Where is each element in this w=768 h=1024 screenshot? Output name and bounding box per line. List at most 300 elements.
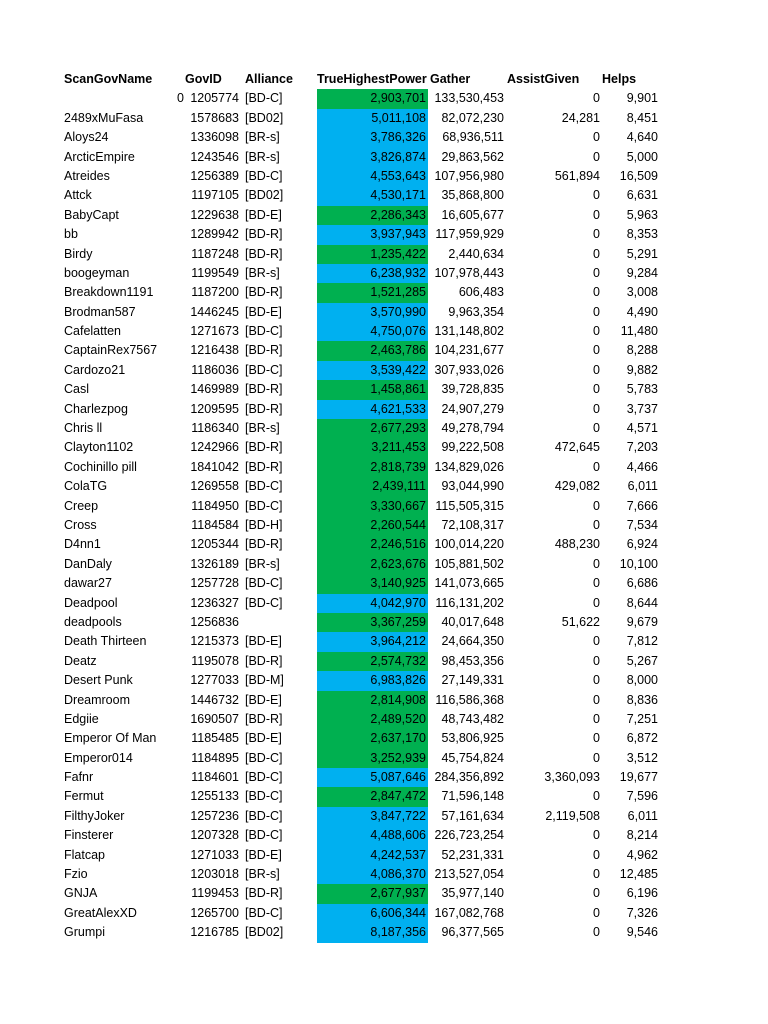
- cell-scangovname[interactable]: Creep: [64, 498, 99, 513]
- cell-gather[interactable]: 98,453,356: [441, 653, 504, 668]
- cell-gather[interactable]: 99,222,508: [441, 440, 504, 455]
- cell-scangovname[interactable]: deadpools: [64, 614, 122, 629]
- cell-alliance[interactable]: [BD02]: [245, 110, 284, 125]
- cell-alliance[interactable]: [BR-s]: [245, 265, 280, 280]
- cell-gather[interactable]: 35,977,140: [441, 886, 504, 901]
- cell-truehighestpower[interactable]: 3,140,925: [317, 574, 428, 593]
- cell-alliance[interactable]: [BR-s]: [245, 149, 280, 164]
- cell-helps[interactable]: 4,962: [626, 847, 658, 862]
- cell-truehighestpower[interactable]: 2,677,937: [317, 884, 428, 903]
- cell-truehighestpower[interactable]: 1,458,861: [317, 380, 428, 399]
- cell-govid[interactable]: 1469989: [190, 382, 239, 397]
- cell-scangovname[interactable]: GNJA: [64, 886, 98, 901]
- cell-alliance[interactable]: [BR-s]: [245, 130, 280, 145]
- cell-truehighestpower[interactable]: 3,367,259: [317, 613, 428, 632]
- header-govid[interactable]: GovID: [185, 72, 222, 86]
- cell-alliance[interactable]: [BD-H]: [245, 517, 283, 532]
- cell-alliance[interactable]: [BD-R]: [245, 537, 283, 552]
- cell-govid[interactable]: 1205774: [190, 91, 239, 106]
- cell-assistgiven[interactable]: 0: [593, 517, 600, 532]
- cell-scangovname[interactable]: Aloys24: [64, 130, 109, 145]
- cell-scangovname[interactable]: dawar27: [64, 576, 112, 591]
- cell-helps[interactable]: 4,571: [626, 421, 658, 436]
- cell-alliance[interactable]: [BD-E]: [245, 847, 282, 862]
- cell-scangovname[interactable]: boogeyman: [64, 265, 130, 280]
- cell-truehighestpower[interactable]: 2,574,732: [317, 652, 428, 671]
- cell-assistgiven[interactable]: 0: [593, 595, 600, 610]
- cell-gather[interactable]: 167,082,768: [434, 905, 504, 920]
- cell-assistgiven[interactable]: 0: [593, 421, 600, 436]
- cell-gather[interactable]: 115,505,315: [435, 498, 504, 513]
- cell-assistgiven[interactable]: 3,360,093: [544, 770, 600, 785]
- cell-truehighestpower[interactable]: 3,211,453: [317, 438, 428, 457]
- cell-govid[interactable]: 1277033: [190, 673, 239, 688]
- cell-helps[interactable]: 9,901: [626, 91, 658, 106]
- cell-scangovname[interactable]: Cafelatten: [64, 324, 121, 339]
- cell-truehighestpower[interactable]: 2,439,111: [317, 477, 428, 496]
- cell-gather[interactable]: 9,963,354: [448, 304, 504, 319]
- cell-truehighestpower[interactable]: 4,086,370: [317, 865, 428, 884]
- cell-assistgiven[interactable]: 0: [593, 207, 600, 222]
- cell-truehighestpower[interactable]: 3,570,990: [317, 303, 428, 322]
- cell-truehighestpower[interactable]: 2,489,520: [317, 710, 428, 729]
- cell-alliance[interactable]: [BD-R]: [245, 227, 283, 242]
- cell-gather[interactable]: 16,605,677: [441, 207, 504, 222]
- cell-govid[interactable]: 1229638: [190, 207, 239, 222]
- cell-assistgiven[interactable]: 0: [593, 653, 600, 668]
- cell-govid[interactable]: 1184601: [191, 770, 239, 785]
- cell-govid[interactable]: 1690507: [190, 711, 239, 726]
- cell-alliance[interactable]: [BD-E]: [245, 304, 282, 319]
- cell-assistgiven[interactable]: 0: [593, 382, 600, 397]
- cell-gather[interactable]: 27,149,331: [441, 673, 504, 688]
- cell-assistgiven[interactable]: 2,119,508: [545, 808, 600, 823]
- cell-govid[interactable]: 1187248: [191, 246, 239, 261]
- cell-scangovname[interactable]: CaptainRex7567: [64, 343, 158, 358]
- cell-alliance[interactable]: [BD-M]: [245, 673, 284, 688]
- cell-truehighestpower[interactable]: 4,242,537: [317, 846, 428, 865]
- cell-scangovname[interactable]: bb: [64, 227, 78, 242]
- cell-govid[interactable]: 1197105: [191, 188, 239, 203]
- cell-gather[interactable]: 24,907,279: [441, 401, 504, 416]
- cell-truehighestpower[interactable]: 4,488,606: [317, 826, 428, 845]
- cell-index[interactable]: 0: [177, 91, 184, 106]
- cell-helps[interactable]: 3,008: [626, 285, 658, 300]
- cell-truehighestpower[interactable]: 2,623,676: [317, 555, 428, 574]
- cell-truehighestpower[interactable]: 8,187,356: [317, 923, 428, 942]
- cell-scangovname[interactable]: ArcticEmpire: [64, 149, 135, 164]
- cell-gather[interactable]: 213,527,054: [434, 867, 504, 882]
- cell-govid[interactable]: 1207328: [190, 828, 239, 843]
- cell-gather[interactable]: 93,044,990: [441, 479, 504, 494]
- cell-helps[interactable]: 6,924: [626, 537, 658, 552]
- cell-scangovname[interactable]: Desert Punk: [64, 673, 133, 688]
- cell-assistgiven[interactable]: 0: [593, 556, 600, 571]
- cell-assistgiven[interactable]: 0: [593, 731, 600, 746]
- cell-scangovname[interactable]: Clayton1102: [64, 440, 134, 455]
- cell-alliance[interactable]: [245, 613, 315, 632]
- cell-alliance[interactable]: [BD-R]: [245, 886, 283, 901]
- cell-truehighestpower[interactable]: 2,677,293: [317, 419, 428, 438]
- cell-truehighestpower[interactable]: 2,818,739: [317, 458, 428, 477]
- cell-scangovname[interactable]: DanDaly: [64, 556, 112, 571]
- cell-gather[interactable]: 107,956,980: [434, 168, 504, 183]
- cell-scangovname[interactable]: Emperor Of Man: [64, 731, 157, 746]
- cell-alliance[interactable]: [BD-C]: [245, 750, 283, 765]
- cell-alliance[interactable]: [BD-C]: [245, 168, 283, 183]
- cell-assistgiven[interactable]: 0: [593, 847, 600, 862]
- cell-helps[interactable]: 19,677: [619, 770, 658, 785]
- cell-alliance[interactable]: [BD-R]: [245, 440, 283, 455]
- cell-helps[interactable]: 6,686: [626, 576, 658, 591]
- cell-truehighestpower[interactable]: 2,286,343: [317, 206, 428, 225]
- cell-gather[interactable]: 49,278,794: [441, 421, 504, 436]
- header-scangovname[interactable]: ScanGovName: [64, 72, 153, 86]
- cell-assistgiven[interactable]: 0: [593, 828, 600, 843]
- cell-helps[interactable]: 8,000: [626, 673, 658, 688]
- cell-assistgiven[interactable]: 0: [593, 265, 600, 280]
- cell-gather[interactable]: 116,131,202: [435, 595, 504, 610]
- cell-helps[interactable]: 6,196: [626, 886, 658, 901]
- cell-gather[interactable]: 35,868,800: [441, 188, 504, 203]
- cell-helps[interactable]: 8,836: [626, 692, 658, 707]
- cell-helps[interactable]: 6,011: [627, 479, 658, 494]
- cell-truehighestpower[interactable]: 3,330,667: [317, 497, 428, 516]
- cell-truehighestpower[interactable]: 4,750,076: [317, 322, 428, 341]
- cell-govid[interactable]: 1265700: [190, 905, 239, 920]
- cell-truehighestpower[interactable]: 2,847,472: [317, 787, 428, 806]
- cell-gather[interactable]: 45,754,824: [441, 750, 504, 765]
- cell-alliance[interactable]: [BD-C]: [245, 362, 283, 377]
- cell-assistgiven[interactable]: 0: [593, 246, 600, 261]
- cell-scangovname[interactable]: Cardozo21: [64, 362, 126, 377]
- cell-scangovname[interactable]: [64, 89, 182, 108]
- cell-govid[interactable]: 1199549: [191, 265, 239, 280]
- cell-helps[interactable]: 6,631: [626, 188, 658, 203]
- cell-govid[interactable]: 1205344: [190, 537, 239, 552]
- cell-scangovname[interactable]: Deatz: [64, 653, 97, 668]
- cell-truehighestpower[interactable]: 6,983,826: [317, 671, 428, 690]
- cell-scangovname[interactable]: Atreides: [64, 168, 110, 183]
- cell-govid[interactable]: 1289942: [190, 227, 239, 242]
- cell-gather[interactable]: 131,148,802: [434, 324, 504, 339]
- cell-alliance[interactable]: [BD-R]: [245, 459, 283, 474]
- cell-truehighestpower[interactable]: 6,606,344: [317, 904, 428, 923]
- cell-helps[interactable]: 5,000: [626, 149, 658, 164]
- cell-assistgiven[interactable]: 0: [593, 91, 600, 106]
- cell-truehighestpower[interactable]: 2,903,701: [317, 89, 428, 108]
- cell-gather[interactable]: 68,936,511: [442, 130, 504, 145]
- cell-helps[interactable]: 6,011: [627, 808, 658, 823]
- cell-govid[interactable]: 1326189: [190, 556, 239, 571]
- cell-truehighestpower[interactable]: 4,042,970: [317, 594, 428, 613]
- cell-govid[interactable]: 1184895: [191, 750, 239, 765]
- header-gather[interactable]: Gather: [430, 72, 471, 86]
- cell-govid[interactable]: 1184950: [191, 498, 239, 513]
- cell-truehighestpower[interactable]: 3,252,939: [317, 749, 428, 768]
- cell-helps[interactable]: 9,546: [626, 925, 658, 940]
- cell-truehighestpower[interactable]: 2,463,786: [317, 341, 428, 360]
- cell-gather[interactable]: 141,073,665: [434, 576, 504, 591]
- cell-assistgiven[interactable]: 0: [593, 886, 600, 901]
- cell-helps[interactable]: 7,812: [626, 634, 658, 649]
- cell-scangovname[interactable]: Chris ll: [64, 421, 103, 436]
- header-assistgiven[interactable]: AssistGiven: [507, 72, 580, 86]
- cell-assistgiven[interactable]: 0: [593, 459, 600, 474]
- cell-govid[interactable]: 1215373: [190, 634, 239, 649]
- cell-helps[interactable]: 4,640: [626, 130, 658, 145]
- cell-assistgiven[interactable]: 0: [593, 867, 600, 882]
- cell-gather[interactable]: 48,743,482: [441, 711, 504, 726]
- cell-alliance[interactable]: [BD-C]: [245, 324, 283, 339]
- cell-alliance[interactable]: [BD-C]: [245, 498, 283, 513]
- cell-gather[interactable]: 29,863,562: [441, 149, 504, 164]
- cell-truehighestpower[interactable]: 5,087,646: [317, 768, 428, 787]
- cell-assistgiven[interactable]: 0: [593, 227, 600, 242]
- cell-truehighestpower[interactable]: 4,553,643: [317, 167, 428, 186]
- cell-truehighestpower[interactable]: 4,621,533: [317, 400, 428, 419]
- cell-truehighestpower[interactable]: 2,246,516: [317, 535, 428, 554]
- header-alliance[interactable]: Alliance: [245, 72, 293, 86]
- cell-helps[interactable]: 3,737: [626, 401, 658, 416]
- cell-gather[interactable]: 39,728,835: [441, 382, 504, 397]
- cell-gather[interactable]: 116,586,368: [435, 692, 504, 707]
- cell-helps[interactable]: 7,326: [626, 905, 658, 920]
- cell-govid[interactable]: 1195078: [191, 653, 239, 668]
- cell-govid[interactable]: 1242966: [190, 440, 239, 455]
- cell-gather[interactable]: 53,806,925: [441, 731, 504, 746]
- cell-govid[interactable]: 1185485: [191, 731, 239, 746]
- cell-gather[interactable]: 40,017,648: [441, 614, 504, 629]
- cell-helps[interactable]: 5,963: [626, 207, 658, 222]
- cell-scangovname[interactable]: BabyCapt: [64, 207, 119, 222]
- cell-govid[interactable]: 1257236: [190, 808, 239, 823]
- cell-assistgiven[interactable]: 51,622: [561, 614, 600, 629]
- cell-scangovname[interactable]: ColaTG: [64, 479, 108, 494]
- cell-govid[interactable]: 1271673: [190, 324, 239, 339]
- cell-helps[interactable]: 16,509: [619, 168, 658, 183]
- cell-scangovname[interactable]: Fermut: [64, 789, 104, 804]
- cell-helps[interactable]: 9,679: [626, 614, 658, 629]
- cell-helps[interactable]: 7,203: [626, 440, 658, 455]
- header-helps[interactable]: Helps: [602, 72, 637, 86]
- cell-alliance[interactable]: [BR-s]: [245, 867, 280, 882]
- cell-helps[interactable]: 5,783: [626, 382, 658, 397]
- cell-scangovname[interactable]: Edgiie: [64, 711, 99, 726]
- cell-assistgiven[interactable]: 0: [593, 673, 600, 688]
- cell-assistgiven[interactable]: 0: [593, 362, 600, 377]
- cell-helps[interactable]: 12,485: [619, 867, 658, 882]
- cell-scangovname[interactable]: 2489xMuFasa: [64, 110, 144, 125]
- cell-govid[interactable]: 1446732: [190, 692, 239, 707]
- cell-helps[interactable]: 3,512: [626, 750, 658, 765]
- cell-gather[interactable]: 307,933,026: [434, 362, 504, 377]
- cell-gather[interactable]: 82,072,230: [441, 110, 504, 125]
- cell-govid[interactable]: 1236327: [190, 595, 239, 610]
- cell-alliance[interactable]: [BD-C]: [245, 91, 283, 106]
- cell-truehighestpower[interactable]: 1,235,422: [317, 245, 428, 264]
- cell-helps[interactable]: 7,666: [626, 498, 658, 513]
- cell-assistgiven[interactable]: 472,645: [554, 440, 600, 455]
- cell-alliance[interactable]: [BD-E]: [245, 634, 282, 649]
- cell-truehighestpower[interactable]: 2,637,170: [317, 729, 428, 748]
- cell-assistgiven[interactable]: 0: [593, 498, 600, 513]
- cell-govid[interactable]: 1243546: [190, 149, 239, 164]
- cell-truehighestpower[interactable]: 1,521,285: [317, 283, 428, 302]
- cell-alliance[interactable]: [BD02]: [245, 925, 284, 940]
- cell-gather[interactable]: 117,959,929: [435, 227, 504, 242]
- cell-gather[interactable]: 72,108,317: [441, 517, 504, 532]
- cell-assistgiven[interactable]: 0: [593, 324, 600, 339]
- cell-assistgiven[interactable]: 0: [593, 692, 600, 707]
- cell-alliance[interactable]: [BD-C]: [245, 595, 283, 610]
- cell-govid[interactable]: 1271033: [190, 847, 239, 862]
- cell-alliance[interactable]: [BD-E]: [245, 731, 282, 746]
- cell-assistgiven[interactable]: 0: [593, 576, 600, 591]
- cell-helps[interactable]: 4,490: [626, 304, 658, 319]
- cell-gather[interactable]: 71,596,148: [441, 789, 504, 804]
- cell-alliance[interactable]: [BD-R]: [245, 401, 283, 416]
- cell-helps[interactable]: 9,882: [626, 362, 658, 377]
- cell-scangovname[interactable]: FilthyJoker: [64, 808, 125, 823]
- cell-scangovname[interactable]: Attck: [64, 188, 92, 203]
- cell-truehighestpower[interactable]: 2,260,544: [317, 516, 428, 535]
- cell-govid[interactable]: 1257728: [190, 576, 239, 591]
- cell-helps[interactable]: 8,214: [626, 828, 658, 843]
- cell-helps[interactable]: 7,534: [626, 517, 658, 532]
- cell-gather[interactable]: 2,440,634: [448, 246, 504, 261]
- cell-govid[interactable]: 1269558: [190, 479, 239, 494]
- cell-govid[interactable]: 1256389: [190, 168, 239, 183]
- cell-alliance[interactable]: [BD-R]: [245, 246, 283, 261]
- cell-scangovname[interactable]: Grumpi: [64, 925, 105, 940]
- cell-scangovname[interactable]: Emperor014: [64, 750, 133, 765]
- cell-alliance[interactable]: [BD-C]: [245, 828, 283, 843]
- cell-alliance[interactable]: [BD-C]: [245, 789, 283, 804]
- cell-scangovname[interactable]: Birdy: [64, 246, 93, 261]
- cell-scangovname[interactable]: Brodman587: [64, 304, 136, 319]
- cell-govid[interactable]: 1216438: [190, 343, 239, 358]
- cell-truehighestpower[interactable]: 5,011,108: [317, 109, 428, 128]
- cell-alliance[interactable]: [BD-E]: [245, 692, 282, 707]
- header-truehighestpower[interactable]: TrueHighestPower: [317, 72, 427, 86]
- cell-gather[interactable]: 52,231,331: [441, 847, 504, 862]
- cell-govid[interactable]: 1255133: [190, 789, 239, 804]
- cell-assistgiven[interactable]: 0: [593, 750, 600, 765]
- cell-scangovname[interactable]: Charlezpog: [64, 401, 128, 416]
- cell-govid[interactable]: 1199453: [191, 886, 239, 901]
- cell-helps[interactable]: 7,596: [626, 789, 658, 804]
- cell-assistgiven[interactable]: 0: [593, 634, 600, 649]
- cell-truehighestpower[interactable]: 2,814,908: [317, 691, 428, 710]
- cell-scangovname[interactable]: D4nn1: [64, 537, 101, 552]
- cell-helps[interactable]: 8,451: [626, 110, 658, 125]
- cell-alliance[interactable]: [BR-s]: [245, 421, 280, 436]
- cell-scangovname[interactable]: Cross: [64, 517, 97, 532]
- cell-alliance[interactable]: [BD-E]: [245, 207, 282, 222]
- cell-scangovname[interactable]: Flatcap: [64, 847, 105, 862]
- cell-alliance[interactable]: [BD-C]: [245, 576, 283, 591]
- cell-govid[interactable]: 1578683: [190, 110, 239, 125]
- cell-assistgiven[interactable]: 24,281: [561, 110, 600, 125]
- cell-truehighestpower[interactable]: 3,937,943: [317, 225, 428, 244]
- cell-assistgiven[interactable]: 0: [593, 285, 600, 300]
- cell-scangovname[interactable]: Deadpool: [64, 595, 118, 610]
- cell-assistgiven[interactable]: 0: [593, 789, 600, 804]
- cell-scangovname[interactable]: Death Thirteen: [64, 634, 147, 649]
- cell-helps[interactable]: 7,251: [626, 711, 658, 726]
- cell-truehighestpower[interactable]: 6,238,932: [317, 264, 428, 283]
- cell-truehighestpower[interactable]: 3,786,326: [317, 128, 428, 147]
- cell-gather[interactable]: 133,530,453: [434, 91, 504, 106]
- cell-scangovname[interactable]: Finsterer: [64, 828, 114, 843]
- cell-alliance[interactable]: [BD-R]: [245, 653, 283, 668]
- cell-helps[interactable]: 8,644: [626, 595, 658, 610]
- cell-gather[interactable]: 606,483: [458, 285, 504, 300]
- cell-assistgiven[interactable]: 0: [593, 401, 600, 416]
- cell-truehighestpower[interactable]: 3,539,422: [317, 361, 428, 380]
- cell-helps[interactable]: 11,480: [620, 324, 658, 339]
- cell-scangovname[interactable]: Fafnr: [64, 770, 94, 785]
- cell-alliance[interactable]: [BD02]: [245, 188, 284, 203]
- cell-gather[interactable]: 107,978,443: [434, 265, 504, 280]
- cell-assistgiven[interactable]: 429,082: [554, 479, 600, 494]
- cell-gather[interactable]: 284,356,892: [434, 770, 504, 785]
- cell-gather[interactable]: 96,377,565: [441, 925, 504, 940]
- cell-assistgiven[interactable]: 0: [593, 130, 600, 145]
- cell-assistgiven[interactable]: 0: [593, 711, 600, 726]
- cell-alliance[interactable]: [BD-C]: [245, 905, 283, 920]
- cell-scangovname[interactable]: GreatAlexXD: [64, 905, 137, 920]
- cell-assistgiven[interactable]: 0: [593, 188, 600, 203]
- cell-alliance[interactable]: [BD-R]: [245, 711, 283, 726]
- cell-scangovname[interactable]: Dreamroom: [64, 692, 130, 707]
- cell-helps[interactable]: 6,872: [626, 731, 658, 746]
- cell-helps[interactable]: 8,288: [626, 343, 658, 358]
- cell-govid[interactable]: 1446245: [190, 304, 239, 319]
- cell-assistgiven[interactable]: 0: [593, 925, 600, 940]
- cell-govid[interactable]: 1216785: [190, 925, 239, 940]
- cell-gather[interactable]: 226,723,254: [434, 828, 504, 843]
- cell-scangovname[interactable]: Breakdown1191: [64, 285, 154, 300]
- cell-assistgiven[interactable]: 0: [593, 149, 600, 164]
- cell-helps[interactable]: 9,284: [626, 265, 658, 280]
- cell-alliance[interactable]: [BD-R]: [245, 343, 283, 358]
- cell-truehighestpower[interactable]: 3,826,874: [317, 148, 428, 167]
- cell-govid[interactable]: 1336098: [190, 130, 239, 145]
- cell-gather[interactable]: 100,014,220: [434, 537, 504, 552]
- cell-alliance[interactable]: [BD-C]: [245, 808, 283, 823]
- cell-assistgiven[interactable]: 561,894: [554, 168, 600, 183]
- cell-alliance[interactable]: [BD-R]: [245, 285, 283, 300]
- cell-truehighestpower[interactable]: 3,847,722: [317, 807, 428, 826]
- cell-gather[interactable]: 104,231,677: [434, 343, 504, 358]
- cell-helps[interactable]: 5,291: [626, 246, 658, 261]
- cell-assistgiven[interactable]: 488,230: [554, 537, 600, 552]
- cell-gather[interactable]: 134,829,026: [434, 459, 504, 474]
- cell-scangovname[interactable]: Fzio: [64, 867, 88, 882]
- cell-govid[interactable]: 1186340: [191, 421, 239, 436]
- cell-gather[interactable]: 57,161,634: [441, 808, 504, 823]
- cell-assistgiven[interactable]: 0: [593, 905, 600, 920]
- cell-helps[interactable]: 4,466: [626, 459, 658, 474]
- cell-gather[interactable]: 105,881,502: [434, 556, 504, 571]
- cell-truehighestpower[interactable]: 3,964,212: [317, 632, 428, 651]
- cell-alliance[interactable]: [BD-C]: [245, 479, 283, 494]
- cell-govid[interactable]: 1256836: [190, 614, 239, 629]
- cell-gather[interactable]: 24,664,350: [441, 634, 504, 649]
- cell-govid[interactable]: 1203018: [190, 867, 239, 882]
